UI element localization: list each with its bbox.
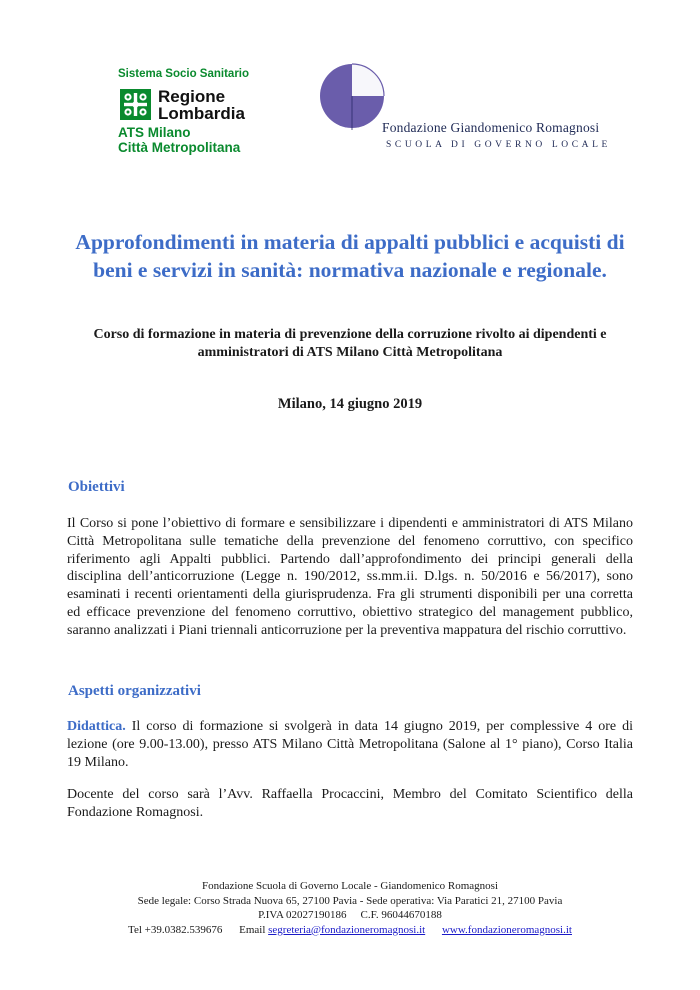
footer-cf: C.F. 96044670188 [360,909,442,921]
footer-piva: P.IVA 02027190186 [258,909,347,921]
didattica-paragraph [67,718,633,771]
romagnosi-subtitle: SCUOLA DI GOVERNO LOCALE [386,140,611,150]
footer-addresses: Sede legale: Corso Strada Nuova 65, 27100 Pavia - Sede operativa: Via Paratici 21, 27100 Pavia [137,894,563,907]
ats-milano-label: ATS Milano Città Metropolitana [118,125,241,155]
footer-contacts [60,923,640,938]
romagnosi-circle-icon [318,62,386,130]
footer-tax-ids [60,908,640,923]
footer-email-label: Email [239,923,266,936]
course-date: Milano, 14 giugno 2019 [277,396,423,412]
obiettivi-paragraph: Il Corso si pone l’obiettivo di formare e sensibilizzare i dipendenti e amministratori di ATS Milano Città Metropolitana sulle tematiche della prevenzione del fenomeno corruttivo, con specifico riferimento agli Appalti pubblici. Partendo dall’approfondimento dei principi generali della disciplina dell’anticorruzione (Legge n. 190/2012, ss.mm.ii. D.lgs. n. 50/2016 e 56/2017), sono esaminati i recenti orientamenti della giurisprudenza. Fra gli strumenti disponibili per una corretta ed efficace prevenzione del fenomeno corruttivo, obiettivo strategico del management pubblico, saranno analizzati i Piani triennali anticorruzione per la preventiva mappatura del rischio corruttivo. [67,516,633,638]
regione-lombardia-logo [118,68,268,163]
fondazione-romagnosi-logo [318,62,618,162]
lombardia-name: Regione Lombardia [158,87,245,123]
didattica-text: Il corso di formazione si svolgerà in data 14 giugno 2019, per complessive 4 ore di lezione (ore 9.00-13.00), presso ATS Milano Città Metropolitana (Salone al 1° piano), Corso Italia 19 Milano. [67,719,633,770]
footer-email-link[interactable]: segreteria@fondazioneromagnosi.it [268,923,426,936]
lombardia-top-text: Sistema Socio Sanitario [118,68,250,80]
romagnosi-name: Fondazione Giandomenico Romagnosi [382,120,600,135]
footer-foundation-name: Fondazione Scuola di Governo Locale - Giandomenico Romagnosi [201,880,498,892]
course-subtitle: Corso di formazione in materia di prevenzione della corruzione rivolto ai dipendenti e amministratori di ATS Milano Città Metropolitana [93,327,607,360]
section-heading-aspetti-organizzativi: Aspetti organizzativi [68,683,201,699]
document-title: Approfondimenti in materia di appalti pubblici e acquisti di beni e servizi in sanità: normativa nazionale e regionale. [75,230,625,282]
didattica-label: Didattica. [67,719,126,734]
section-heading-obiettivi: Obiettivi [68,479,125,495]
footer-phone: Tel +39.0382.539676 [128,923,223,936]
footer-website-link[interactable]: www.fondazioneromagnosi.it [441,923,572,936]
docente-paragraph: Docente del corso sarà l’Avv. Raffaella Procaccini, Membro del Comitato Scientifico della Fondazione Romagnosi. [67,787,633,820]
footer [60,879,640,937]
lombardia-rose-icon [120,89,151,120]
